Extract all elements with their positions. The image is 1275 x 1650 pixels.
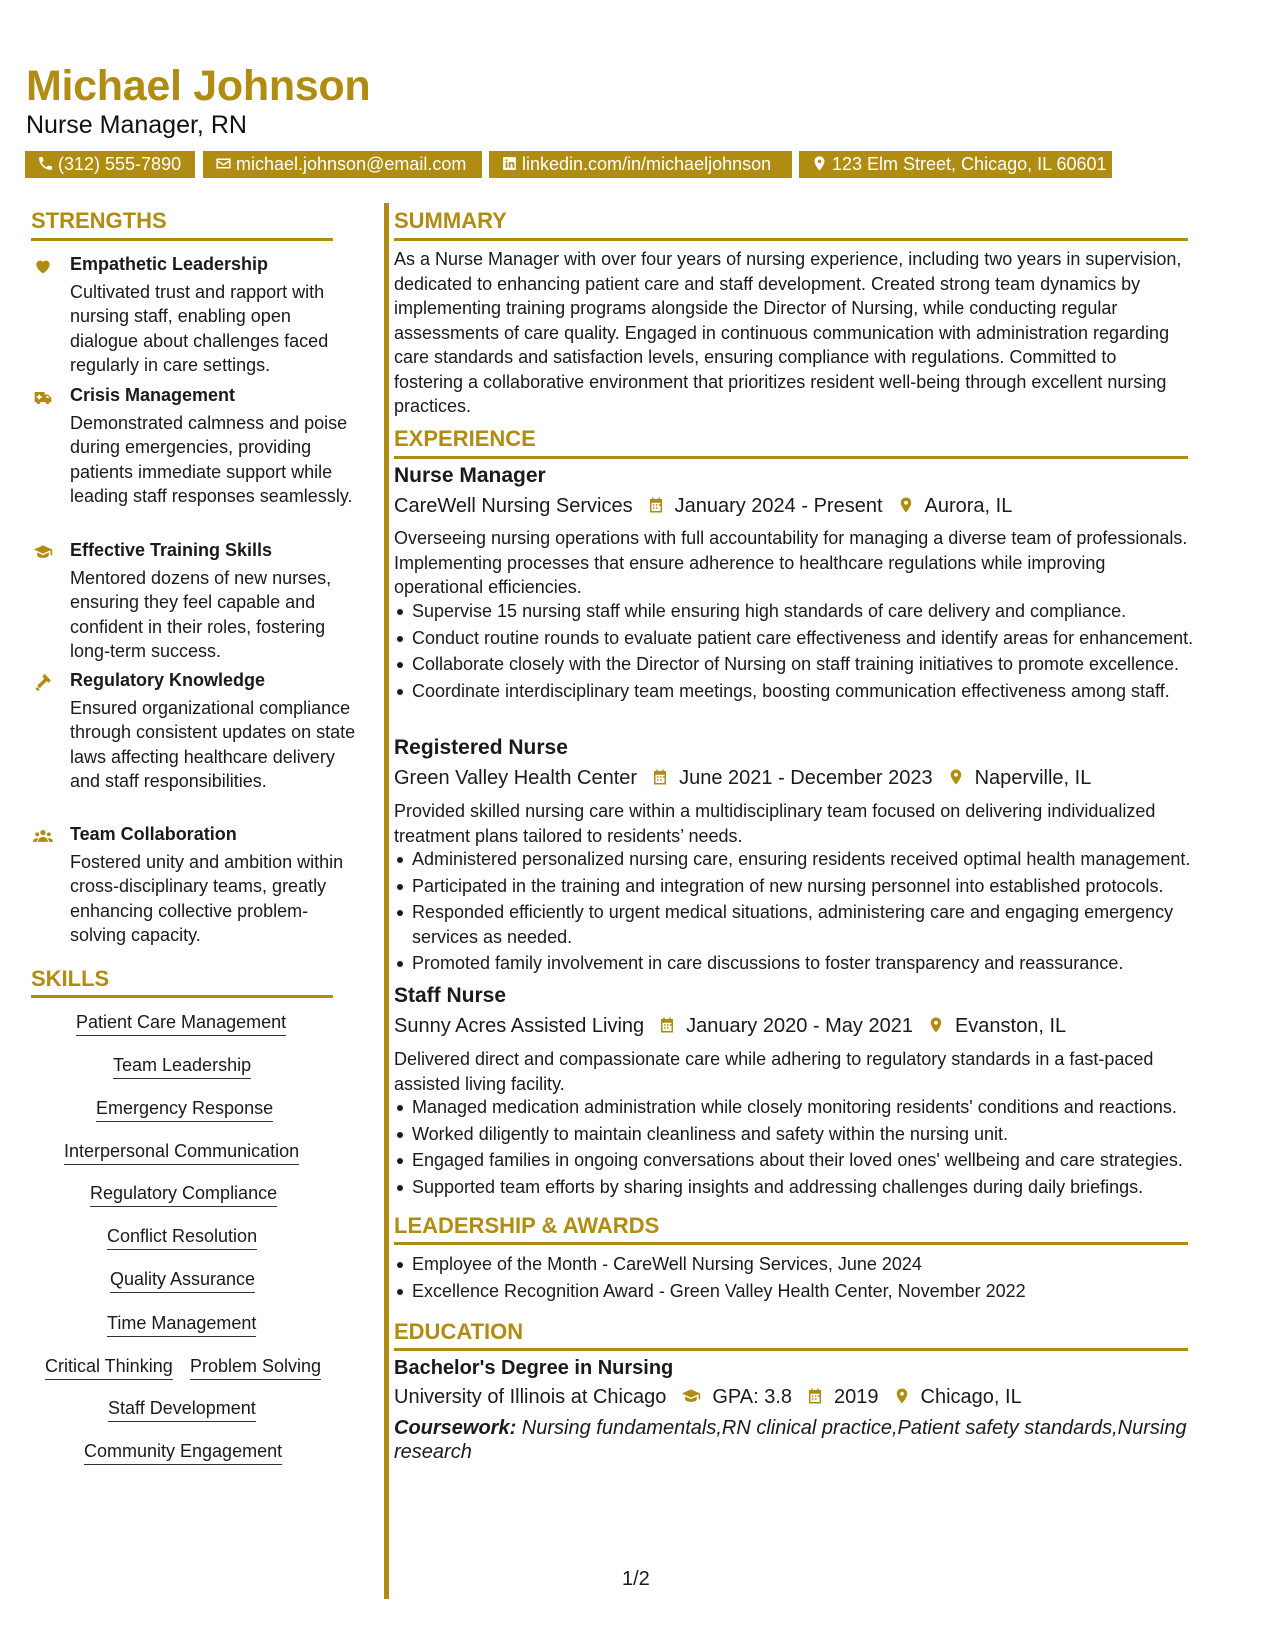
experience-heading: EXPERIENCE	[394, 426, 536, 451]
job-description: Overseeing nursing operations with full accountability for managing a diverse team of professionals. Implementing processes that ensure adherence to healthcare regulations while improving operational efficiencies.	[394, 528, 1188, 597]
job-bullets	[412, 1095, 1194, 1201]
skill-tag: Conflict Resolution	[107, 1226, 257, 1250]
skill-tag: Emergency Response	[96, 1098, 273, 1122]
skill-tag: Patient Care Management	[76, 1012, 286, 1036]
calendar-icon	[806, 1386, 824, 1406]
contact-linkedin[interactable]	[489, 151, 792, 178]
summary-rule	[394, 238, 1188, 241]
skill-tag: Critical Thinking	[45, 1356, 173, 1380]
coursework	[394, 1416, 1188, 1464]
contact-phone-text: (312) 555-7890	[58, 154, 182, 174]
strength-desc: Demonstrated calmness and poise during emergencies, providing patients immediate support while leading staff responses seamlessly.	[70, 413, 353, 506]
summary-heading: SUMMARY	[394, 208, 507, 233]
job-bullets	[412, 847, 1194, 978]
award-item: Employee of the Month - CareWell Nursing Services, June 2024	[412, 1252, 1194, 1277]
users-icon	[32, 826, 54, 846]
skill-tag: Regulatory Compliance	[90, 1183, 277, 1207]
strength-title: Empathetic Leadership	[70, 254, 269, 274]
skills-heading: SKILLS	[31, 966, 110, 991]
strength-title: Regulatory Knowledge	[70, 670, 266, 690]
graduation-year: 2019	[834, 1386, 879, 1408]
awards-heading: LEADERSHIP & AWARDS	[394, 1213, 660, 1238]
school-name: University of Illinois at Chicago	[394, 1386, 667, 1408]
map-pin-icon	[947, 767, 965, 787]
job-bullet: Administered personalized nursing care, ensuring residents received optimal health management.	[412, 847, 1194, 872]
job-bullet: Engaged families in ongoing conversations about their loved ones' wellbeing and care strategies.	[412, 1148, 1194, 1173]
graduation-cap-icon	[680, 1386, 702, 1406]
candidate-name: Michael Johnson	[26, 62, 371, 110]
strength-title: Team Collaboration	[70, 824, 237, 844]
job-meta	[394, 495, 1012, 518]
map-pin-icon	[927, 1015, 945, 1035]
contact-phone[interactable]	[25, 151, 195, 178]
contact-email[interactable]	[203, 151, 482, 178]
strength-title: Effective Training Skills	[70, 540, 273, 560]
coursework-text: Nursing fundamentals,RN clinical practice,Patient safety standards,Nursing research	[394, 1417, 1187, 1463]
job-description: Provided skilled nursing care within a multidisciplinary team focused on delivering individualized treatment plans tailored to residents’ needs.	[394, 801, 1156, 846]
contact-address-text: 123 Elm Street, Chicago, IL 60601	[832, 154, 1107, 174]
map-pin-icon	[811, 154, 832, 174]
job-bullet: Collaborate closely with the Director of Nursing on staff training initiatives to promote excellence.	[412, 652, 1194, 677]
job-location: Evanston, IL	[954, 1015, 1067, 1037]
skills-rule	[31, 995, 333, 998]
strength-desc: Cultivated trust and rapport with nursing staff, enabling open dialogue about challenges faced regularly in care settings.	[70, 282, 329, 375]
strength-title: Crisis Management	[70, 385, 236, 405]
job-location: Aurora, IL	[924, 495, 1013, 517]
job-bullet: Participated in the training and integration of new nursing personnel into established protocols.	[412, 874, 1194, 899]
job-bullet: Worked diligently to maintain cleanliness and safety within the nursing unit.	[412, 1122, 1194, 1147]
skill-tag: Team Leadership	[113, 1055, 251, 1079]
graduation-cap-icon	[32, 542, 54, 562]
strength-desc: Fostered unity and ambition within cross-disciplinary teams, greatly enhancing collective problem-solving capacity.	[70, 852, 344, 945]
skill-tag: Interpersonal Communication	[64, 1141, 299, 1165]
calendar-icon	[658, 1015, 676, 1035]
summary-text: As a Nurse Manager with over four years of nursing experience, including two years in supervision, dedicated to enhancing patient care and staff development. Created strong team dynamics by implementing training programs alongside the Director of Nursing, while conducting regular assessments of care quality. Engaged in continuous communication with administration regarding care standards and satisfaction levels, ensuring compliance with regulations. Committed to fostering a collaborative environment that prioritizes resident well-being through excellent nursing practices.	[394, 249, 1182, 416]
map-pin-icon	[893, 1386, 911, 1406]
calendar-icon	[647, 495, 665, 515]
award-item: Excellence Recognition Award - Green Valley Health Center, November 2022	[412, 1279, 1194, 1304]
education-heading: EDUCATION	[394, 1319, 524, 1344]
strength-desc: Ensured organizational compliance through consistent updates on state laws affecting healthcare delivery and staff responsibilities.	[70, 698, 356, 791]
job-bullet: Supported team efforts by sharing insights and addressing challenges during daily briefings.	[412, 1175, 1194, 1200]
contact-email-text: michael.johnson@email.com	[236, 154, 467, 174]
column-divider	[384, 203, 389, 1599]
job-location: Naperville, IL	[974, 767, 1092, 789]
awards-rule	[394, 1242, 1188, 1245]
job-dates: June 2021 - December 2023	[679, 767, 933, 789]
skill-tag: Quality Assurance	[110, 1269, 255, 1293]
job-bullet: Managed medication administration while closely monitoring residents' conditions and reactions.	[412, 1095, 1194, 1120]
school-location: Chicago, IL	[920, 1386, 1022, 1408]
skill-tag: Staff Development	[108, 1398, 256, 1422]
coursework-label: Coursework:	[394, 1417, 517, 1439]
job-bullet: Supervise 15 nursing staff while ensuring high standards of care delivery and compliance.	[412, 599, 1194, 624]
strength-desc: Mentored dozens of new nurses, ensuring they feel capable and confident in their roles, fostering long-term success.	[70, 568, 332, 661]
map-pin-icon	[897, 495, 915, 515]
job-bullet: Responded efficiently to urgent medical situations, administering care and engaging emergency services as needed.	[412, 900, 1194, 949]
job-meta	[394, 767, 1091, 790]
skill-tag: Problem Solving	[190, 1356, 321, 1380]
awards-list	[412, 1252, 1194, 1305]
calendar-icon	[651, 767, 669, 787]
contact-linkedin-text: linkedin.com/in/michaeljohnson	[522, 154, 772, 174]
education-rule	[394, 1348, 1188, 1351]
education-meta	[394, 1386, 1022, 1409]
job-bullet: Conduct routine rounds to evaluate patient care effectiveness and identify areas for enhancement.	[412, 626, 1194, 651]
gavel-icon	[32, 672, 54, 692]
strengths-rule	[31, 238, 333, 241]
job-bullet: Promoted family involvement in care discussions to foster transparency and reassurance.	[412, 951, 1194, 976]
page-indicator: 1/2	[622, 1568, 650, 1590]
job-dates: January 2024 - Present	[674, 495, 883, 517]
job-company: Sunny Acres Assisted Living	[394, 1015, 645, 1037]
strengths-heading: STRENGTHS	[31, 208, 167, 233]
gpa: GPA: 3.8	[712, 1386, 793, 1408]
phone-icon	[37, 154, 58, 174]
job-title: Nurse Manager	[394, 464, 546, 487]
skill-tag: Community Engagement	[84, 1441, 282, 1465]
experience-rule	[394, 456, 1188, 459]
ambulance-icon	[32, 387, 54, 407]
job-company: CareWell Nursing Services	[394, 495, 633, 517]
job-title: Registered Nurse	[394, 736, 568, 759]
envelope-icon	[215, 154, 236, 174]
contact-address	[799, 151, 1112, 178]
job-company: Green Valley Health Center	[394, 767, 638, 789]
job-description: Delivered direct and compassionate care while adhering to regulatory standards in a fast-paced assisted living facility.	[394, 1049, 1154, 1094]
skill-tag: Time Management	[107, 1313, 256, 1337]
heart-icon	[32, 256, 54, 276]
job-meta	[394, 1015, 1066, 1038]
job-title: Staff Nurse	[394, 984, 507, 1007]
job-dates: January 2020 - May 2021	[686, 1015, 913, 1037]
job-bullets	[412, 599, 1194, 705]
candidate-title: Nurse Manager, RN	[26, 111, 247, 139]
degree-title: Bachelor's Degree in Nursing	[394, 1357, 674, 1379]
job-bullet: Coordinate interdisciplinary team meetings, boosting communication effectiveness among staff.	[412, 679, 1194, 704]
linkedin-icon	[501, 154, 522, 174]
